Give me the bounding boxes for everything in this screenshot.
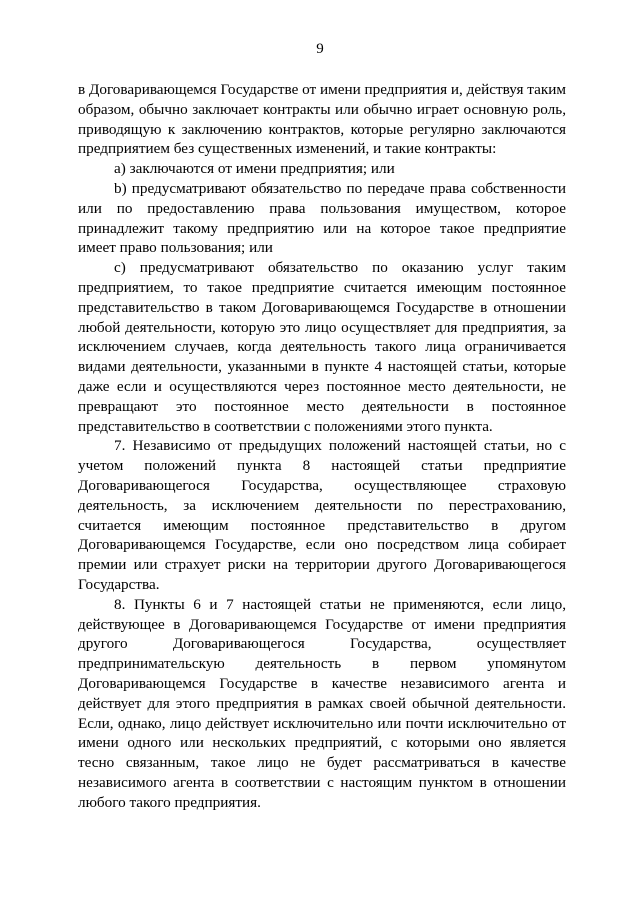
paragraph-clause-7: 7. Независимо от предыдущих положений настоящей статьи, но с учетом положений пункта 8 настоящей статьи предприятие Договаривающегося Государства, осуществляющее страховую деятельность, за исключением деятельности по перестрахованию, считается имеющим постоянное представительство в другом Договаривающемся Государстве, если оно посредством лица собирает премии или страхует риски на территории другого Договаривающегося Государства.: [78, 437, 566, 593]
list-item-b: b) предусматривают обязательство по передаче права собственности или по предоставлению права пользования имуществом, которое принадлежит такому предприятию или на которое такое предприятие имеет право пользования; или: [78, 179, 566, 257]
list-item-c: c) предусматривают обязательство по оказанию услуг таким предприятием, то такое предприятие считается имеющим постоянное представительство в таком Договаривающемся Государстве в отношении любой деятельности, которую это лицо осуществляет для предприятия, за исключением случаев, когда деятельность такого лица ограничивается видами деятельности, указанными в пункте 4 настоящей статьи, которые даже если и осуществляются через постоянное место деятельности, не превращают это постоянное место деятельности в постоянное представительство в соответствии с положениями этого пункта.: [78, 259, 566, 435]
paragraph-clause-8: 8. Пункты 6 и 7 настоящей статьи не применяются, если лицо, действующее в Договаривающемся Государстве от имени предприятия другого Договаривающегося Государства, осуществляет предпринимательскую деятельность в первом упомянутом Договаривающемся Государстве в качестве независимого агента и действует для этого предприятия в рамках своей обычной деятельности. Если, однако, лицо действует исключительно или почти исключительно от имени одного или нескольких предприятий, с которыми оно является тесно связанным, такое лицо не будет рассматриваться в качестве независимого агента в соответствии с настоящим пунктом в отношении любого такого предприятия.: [78, 595, 566, 811]
list-item-a: a) заключаются от имени предприятия; или: [114, 160, 395, 178]
page-number: 9: [316, 41, 324, 57]
paragraph-continuation: в Договаривающемся Государстве от имени предприятия и, действуя таким образом, обычно заключает контракты или обычно играет основную роль, приводящую к заключению контрактов, которые регулярно заключаются предприятием без существенных изменений, и такие контракты:: [78, 81, 566, 158]
document-body: [78, 80, 566, 812]
